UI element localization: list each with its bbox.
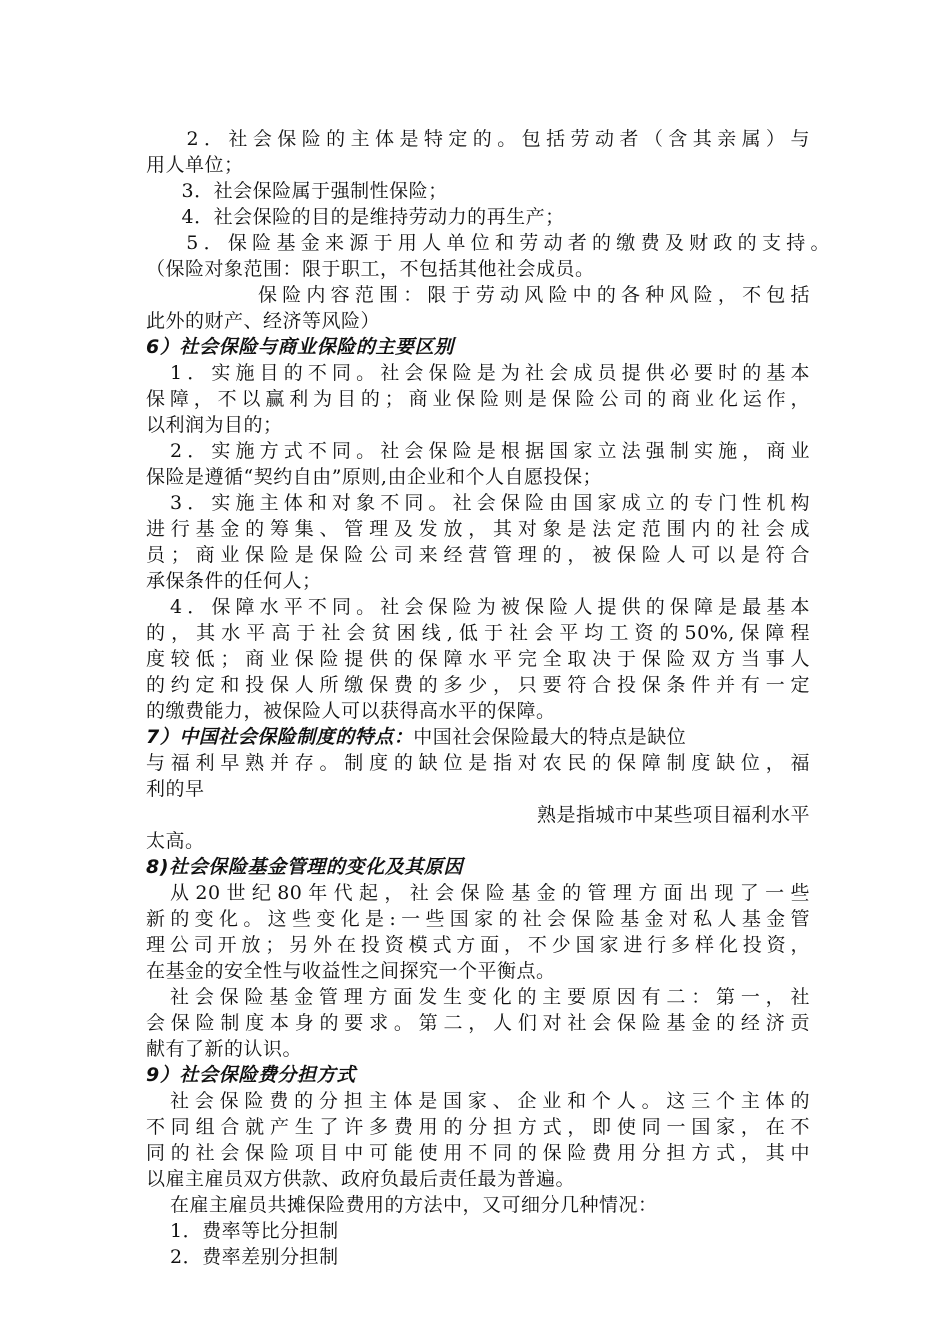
paragraph-line: 2．社会保险的主体是特定的。包括劳动者（含其亲属）与 — [162, 128, 810, 150]
paragraph-line: 同的社会保险项目中可能使用不同的保险费用分担方式，其中 — [146, 1142, 810, 1164]
paragraph-line: 的，其水平高于社会贫困线,低于社会平均工资的50%,保障程 — [146, 622, 810, 644]
paragraph-line: 太高。 — [146, 830, 205, 852]
paragraph-line: 此外的财产、经济等风险） — [146, 310, 381, 332]
paragraph-line: 4．社会保险的目的是维持劳动力的再生产； — [162, 206, 565, 228]
list-item: 2．费率差别分担制 — [170, 1246, 339, 1268]
paragraph-line: 利的早 — [146, 778, 205, 800]
paragraph-line: 保险是遵循“契约自由”原则,由企业和个人自愿投保； — [146, 466, 602, 488]
paragraph-line — [146, 724, 810, 750]
section-heading-6: 6）社会保险与商业保险的主要区别 — [146, 336, 454, 358]
paragraph-line: 从20世纪80年代起，社会保险基金的管理方面出现了一些 — [170, 882, 810, 904]
paragraph-line: 以利润为目的； — [146, 414, 283, 436]
section-heading-9: 9）社会保险费分担方式 — [146, 1064, 356, 1086]
paragraph-line: 的缴费能力，被保险人可以获得高水平的保障。 — [146, 700, 556, 722]
paragraph-line: 在雇主雇员共摊保险费用的方法中，又可细分几种情况： — [170, 1194, 658, 1216]
paragraph-line: 社会保险费的分担主体是国家、企业和个人。这三个主体的 — [170, 1090, 810, 1112]
paragraph-line: 献有了新的认识。 — [146, 1038, 303, 1060]
paragraph-line: 的约定和投保人所缴保费的多少，只要符合投保条件并有一定 — [146, 674, 810, 696]
paragraph-line: 度较低；商业保险提供的保障水平完全取决于保险双方当事人 — [146, 648, 810, 670]
section-7-text: 中国社会保险最大的特点是缺位 — [413, 726, 687, 748]
section-heading-7: 7）中国社会保险制度的特点： — [146, 726, 414, 748]
paragraph-line: 用人单位； — [146, 154, 244, 176]
paragraph-line: 4．保障水平不同。社会保险为被保险人提供的保障是最基本 — [170, 596, 810, 618]
paragraph-line: 保障，不以赢利为目的；商业保险则是保险公司的商业化运作， — [146, 388, 810, 410]
list-item: 1．费率等比分担制 — [170, 1220, 339, 1242]
paragraph-line: 社会保险基金管理方面发生变化的主要原因有二：第一，社 — [170, 986, 810, 1008]
paragraph-line: 1．实施目的不同。社会保险是为社会成员提供必要时的基本 — [170, 362, 810, 384]
paragraph-line: 不同组合就产生了许多费用的分担方式，即使同一国家，在不 — [146, 1116, 810, 1138]
section-heading-8: 8)社会保险基金管理的变化及其原因 — [146, 856, 464, 878]
paragraph-line: 员；商业保险是保险公司来经营管理的，被保险人可以是符合 — [146, 544, 810, 566]
paragraph-line: 熟是指城市中某些项目福利水平 — [536, 804, 810, 826]
paragraph-line: 3．实施主体和对象不同。社会保险由国家成立的专门性机构 — [170, 492, 810, 514]
paragraph-line: 以雇主雇员双方供款、政府负最后责任最为普遍。 — [146, 1168, 576, 1190]
paragraph-line: 5．保险基金来源于用人单位和劳动者的缴费及财政的支持。 — [162, 232, 830, 254]
paragraph-line: 会保险制度本身的要求。第二，人们对社会保险基金的经济贡 — [146, 1012, 810, 1034]
paragraph-line: 2．实施方式不同。社会保险是根据国家立法强制实施，商业 — [170, 440, 810, 462]
paragraph-line: 在基金的安全性与收益性之间探究一个平衡点。 — [146, 960, 556, 982]
paragraph-line: 3．社会保险属于强制性保险； — [162, 180, 448, 202]
paragraph-line: 承保条件的任何人； — [146, 570, 322, 592]
paragraph-line: 理公司开放；另外在投资模式方面，不少国家进行多样化投资， — [146, 934, 810, 956]
paragraph-line: 进行基金的筹集、管理及发放，其对象是法定范围内的社会成 — [146, 518, 810, 540]
paragraph-line: 与福利早熟并存。制度的缺位是指对农民的保障制度缺位，福 — [146, 752, 810, 774]
paragraph-line: （保险对象范围：限于职工，不包括其他社会成员。 — [146, 258, 595, 280]
paragraph-line: 保险内容范围：限于劳动风险中的各种风险，不包括 — [258, 284, 810, 306]
paragraph-line: 新的变化。这些变化是:一些国家的社会保险基金对私人基金管 — [146, 908, 810, 930]
